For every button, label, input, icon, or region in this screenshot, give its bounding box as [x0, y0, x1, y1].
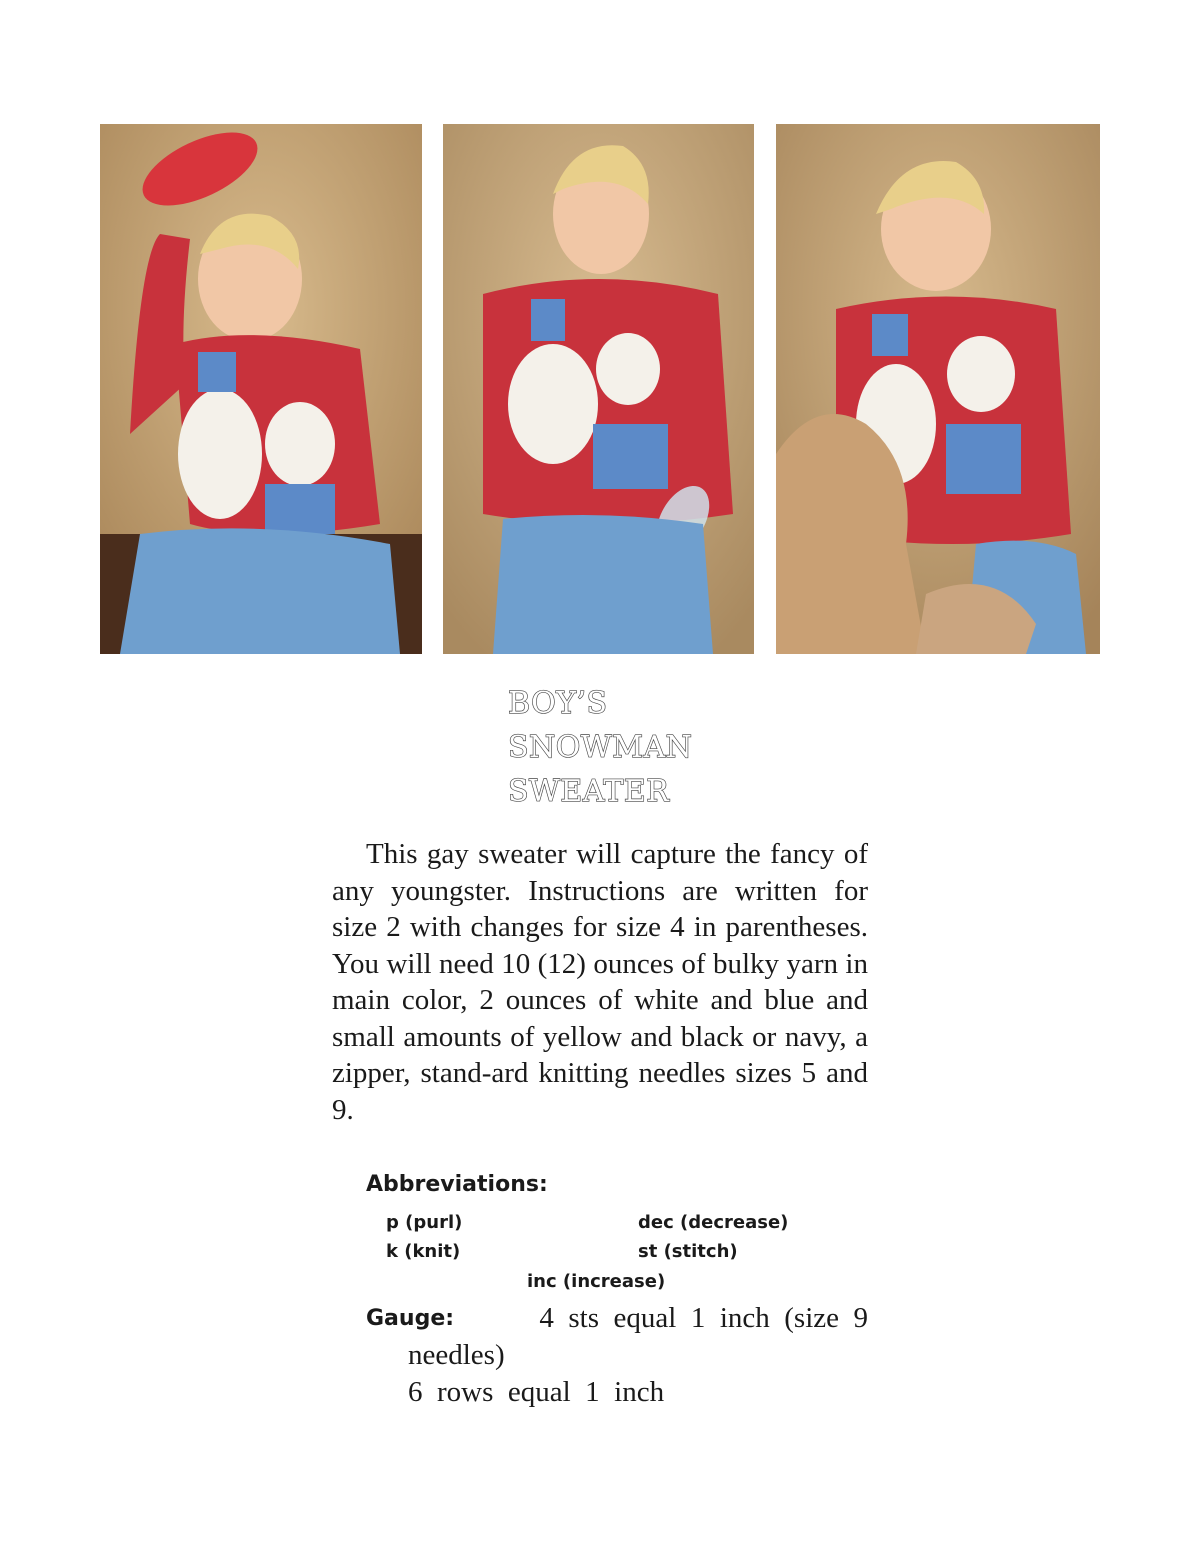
abbreviation-stitch: st (stitch): [638, 1241, 738, 1262]
gauge-stitches: 4 sts equal 1 inch (size 9: [539, 1302, 868, 1334]
abbreviation-knit: k (knit): [386, 1241, 461, 1262]
gauge-section: [366, 1300, 868, 1411]
abbreviation-purl: p (purl): [386, 1212, 463, 1233]
photo-strip: [0, 0, 1200, 660]
photo-boy-waving-balloon: [100, 124, 422, 654]
title-line-2: SNOWMAN: [508, 730, 693, 765]
intro-paragraph: This gay sweater will capture the fancy of any youngster. Instructions are written for size 2 with changes for size 4 in parentheses. You will need 10 (12) ounces of bulky yarn in main color, 2 ounces of white and blue and small amounts of yellow and black or navy, a zipper, stand-ard knitting needles sizes 5 and 9.: [332, 838, 868, 1126]
pattern-title: [508, 682, 692, 814]
gauge-label: Gauge:: [366, 1306, 455, 1331]
title-line-3: SWEATER: [508, 774, 670, 809]
gauge-needles: needles): [408, 1339, 505, 1371]
title-line-1: BOY’S: [508, 686, 608, 721]
photo-boy-standing-with-balloon: [443, 124, 754, 654]
abbreviations-heading: Abbreviations:: [366, 1172, 548, 1197]
abbreviation-decrease: dec (decrease): [638, 1212, 789, 1233]
photo-boy-on-rocking-horse: [776, 124, 1100, 654]
gauge-rows: 6 rows equal 1 inch: [408, 1376, 665, 1408]
abbreviation-increase: inc (increase): [527, 1271, 666, 1292]
gauge-line-1: [366, 1300, 868, 1337]
